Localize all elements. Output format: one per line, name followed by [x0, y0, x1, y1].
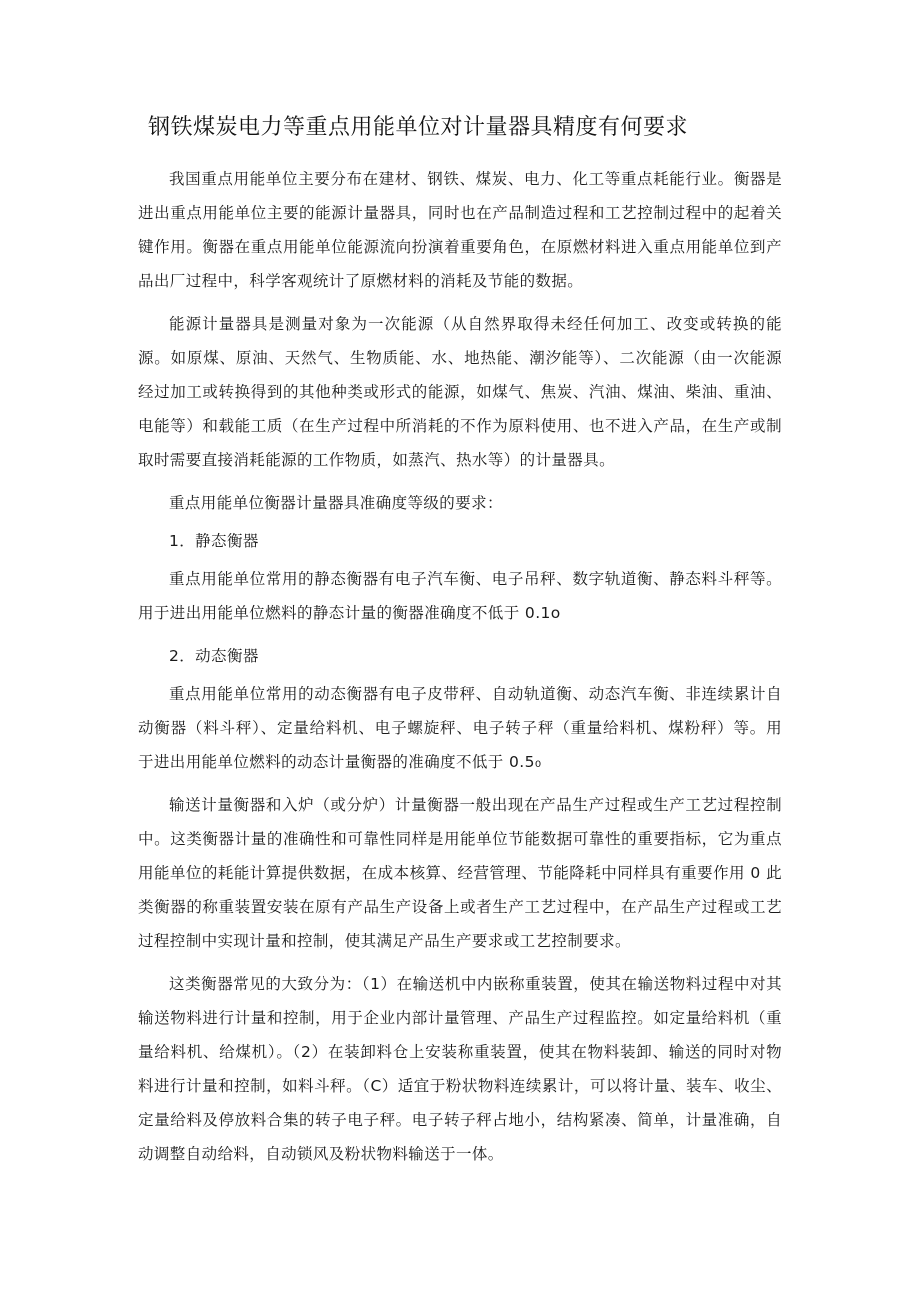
section-heading-static-scales: 1．静态衡器 — [169, 532, 259, 550]
paragraph-intro: 我国重点用能单位主要分布在建材、钢铁、煤炭、电力、化工等重点耗能行业。衡器是进出重点用能单位主要的能源计量器具，同时也在产品制造过程和工艺控制过程中的起着关键作用。衡器在重点用能单位能源流向扮演着重要角色，在原燃材料进入重点用能单位到产品出厂过程中，科学客观统计了原燃材料的消耗及节能的数据。 — [138, 170, 782, 290]
document-body — [138, 108, 782, 1180]
paragraph-conveying-scales: 输送计量衡器和入炉（或分炉）计量衡器一般出现在产品生产过程或生产工艺过程控制中。这类衡器计量的准确性和可靠性同样是用能单位节能数据可靠性的重要指标，它为重点用能单位的耗能计算提供数据，在成本核算、经营管理、节能降耗中同样具有重要作用 0 此类衡器的称重装置安装在原有产品生产设备上或者生产工艺过程中，在产品生产过程或工艺过程控制中实现计量和控制，使其满足产品生产要求或工艺控制要求。 — [138, 796, 782, 950]
paragraph-accuracy-requirements: 重点用能单位衡器计量器具准确度等级的要求： — [169, 494, 503, 512]
document-title: 钢铁煤炭电力等重点用能单位对计量器具精度有何要求 — [148, 115, 689, 140]
paragraph-energy-definition: 能源计量器具是测量对象为一次能源（从自然界取得未经任何加工、改变或转换的能源。如原煤、原油、天然气、生物质能、水、地热能、潮汐能等）、二次能源（由一次能源经过加工或转换得到的其他种类或形式的能源，如煤气、焦炭、汽油、煤油、柴油、重油、电能等）和载能工质（在生产过程中所消耗的不作为原料使用、也不进入产品，在生产或制取时需要直接消耗能源的工作物质，如蒸汽、热水等）的计量器具。 — [138, 315, 782, 469]
paragraph-scale-types: 这类衡器常见的大致分为：（1）在输送机中内嵌称重装置，使其在输送物料过程中对其输送物料进行计量和控制，用于企业内部计量管理、产品生产过程监控。如定量给料机（重量给料机、给煤机）。（2）在装卸料仓上安装称重装置，使其在物料装卸、输送的同时对物料进行计量和控制，如料斗秤。（C）适宜于粉状物料连续累计，可以将计量、装车、收尘、定量给料及停放料合集的转子电子秤。电子转子秤占地小，结构紧凑、简单，计量准确，自动调整自动给料，自动锁风及粉状物料输送于一体。 — [138, 975, 782, 1163]
section-heading-dynamic-scales: 2．动态衡器 — [169, 647, 259, 665]
paragraph-dynamic-scales: 重点用能单位常用的动态衡器有电子皮带秤、自动轨道衡、动态汽车衡、非连续累计自动衡器（料斗秤）、定量给料机、电子螺旋秤、电子转子秤（重量给料机、煤粉秤）等。用于进出用能单位燃料的动态计量衡器的准确度不低于 0.5₀ — [138, 685, 782, 771]
paragraph-static-scales: 重点用能单位常用的静态衡器有电子汽车衡、电子吊秤、数字轨道衡、静态料斗秤等。用于进出用能单位燃料的静态计量的衡器准确度不低于 0.1o — [138, 570, 782, 622]
